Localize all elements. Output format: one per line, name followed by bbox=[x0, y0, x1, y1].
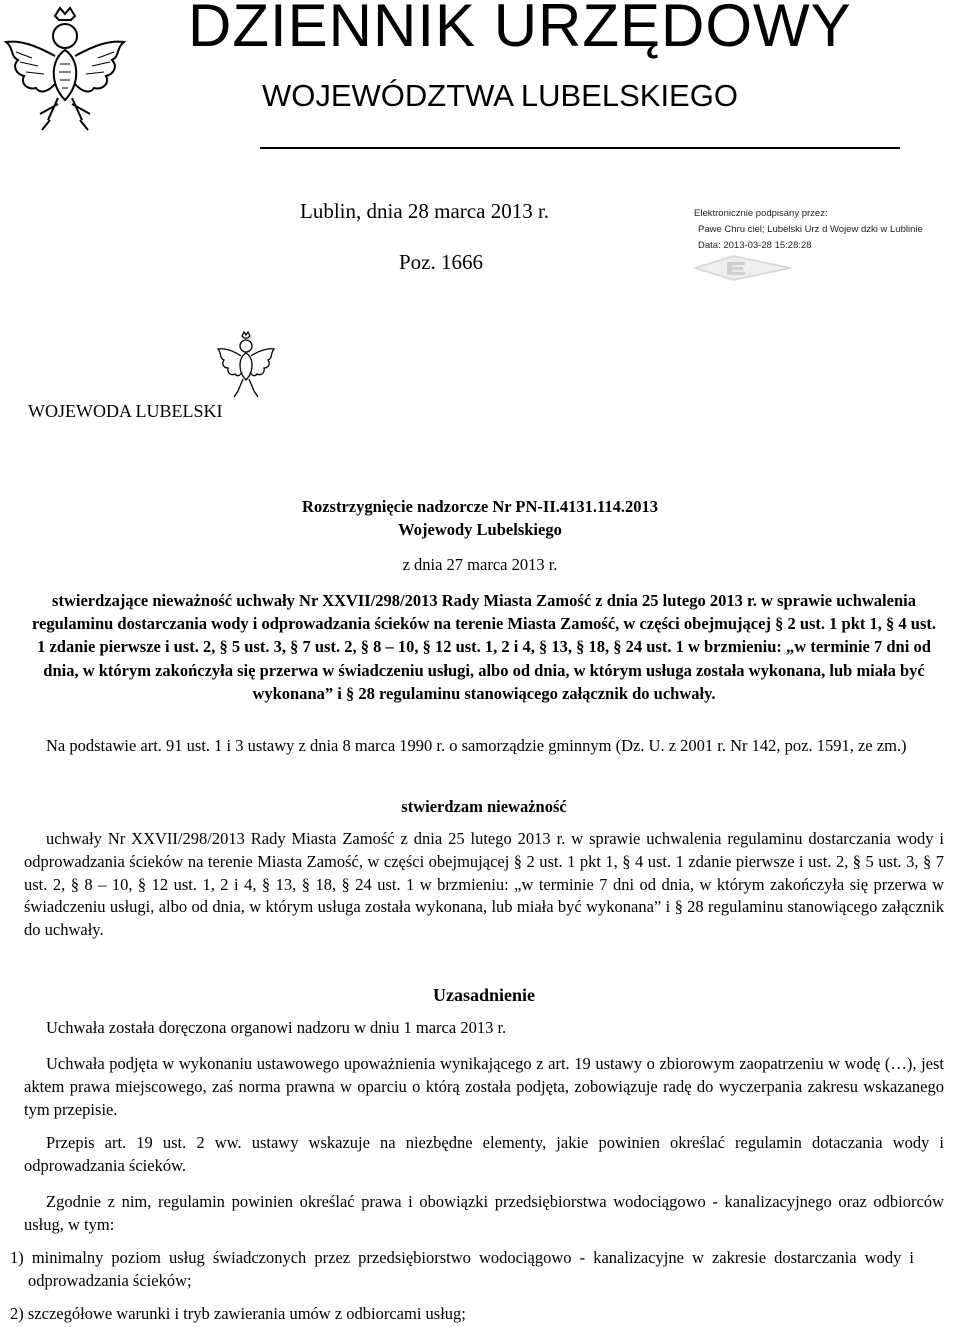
justification-paragraph-3: Przepis art. 19 ust. 2 ww. ustawy wskazuje na niezbędne elementy, jakie powinien określać regulamin dotaczania wody i odprowadzania ścieków. bbox=[24, 1133, 944, 1175]
electronic-signature bbox=[694, 206, 960, 254]
list-item: 1) minimalny poziom usług świadczonych przez przedsiębiorstwo wodociągowo - kanalizacyjne w zakresie dostarczania wody i odprowadzania ścieków; bbox=[10, 1248, 914, 1290]
list-item: 2) szczegółowe warunki i tryb zawierania umów z odbiorcami usług; bbox=[10, 1304, 466, 1323]
legal-basis: Na podstawie art. 91 ust. 1 i 3 ustawy z dnia 8 marca 1990 r. o samorządzie gminnym (Dz. U. z 2001 r. Nr 142, poz. 1591, ze zm.) bbox=[46, 736, 907, 755]
decision-date: z dnia 27 marca 2013 r. bbox=[402, 555, 558, 574]
decision-title: Rozstrzygnięcie nadzorcze Nr PN-II.4131.114.2013 bbox=[302, 497, 658, 516]
e-signature-logo-icon bbox=[693, 254, 793, 282]
signature-line-1: Elektronicznie podpisany przez: bbox=[694, 208, 828, 219]
journal-title: DZIENNIK URZĘDOWY bbox=[188, 0, 852, 59]
resolution-text: uchwały Nr XXVII/298/2013 Rady Miasta Zamość z dnia 25 lutego 2013 r. w sprawie uchwalenia regulaminu dostarczania wody i odprowadzania ścieków na terenie Miasta Zamość, w części obejmującej § 2 ust. 1 pkt 1, § 4 ust. 1 zdanie pierwsze i ust. 2, § 5 ust. 3, § 7 ust. 2, § 8 – 10, § 12 ust. 1, 2 i 4, § 13, § 18, § 24 ust. 1 w brzmieniu: „w terminie 7 dni od dnia, w którym zakończyła się przerwa w świadczeniu usługi, albo od dnia, w którym usługa została wykonana, lub miała być wykonana” i § 28 regulaminu stanowiącego załącznik do uchwały. bbox=[24, 829, 944, 940]
declaration: stwierdzam nieważność bbox=[401, 797, 567, 816]
journal-subtitle: WOJEWÓDZTWA LUBELSKIEGO bbox=[262, 78, 738, 113]
decision-subject: stwierdzające nieważność uchwały Nr XXVII/298/2013 Rady Miasta Zamość z dnia 25 lutego 2013 r. w sprawie uchwalenia regulaminu dostarczania wody i odprowadzania ścieków na terenie Miasta Zamość, w części obejmującej § 2 ust. 1 pkt 1, § 4 ust. 1 zdanie pierwsze i ust. 2, § 5 ust. 3, § 7 ust. 2, § 8 – 10, § 12 ust. 1, 2 i 4, § 13, § 18, § 24 ust. 1 w brzmieniu: „w terminie 7 dni od dnia, w którym zakończyła się przerwa w świadczeniu usługi, albo od dnia, w którym usługa została wykonana, lub miała być wykonana” i § 28 regulaminu stanowiącego załącznik do uchwały. bbox=[32, 591, 936, 703]
justification-paragraph-2: Uchwała podjęta w wykonaniu ustawowego upoważnienia wynikającego z art. 19 ustawy o zbiorowym zaopatrzeniu w wodę (…), jest aktem prawa miejscowego, zaś norma prawna w oparciu o którą została podjęta, zobowiązuje radę do wyczerpania zakresu wskazanego tym przepisie. bbox=[24, 1054, 944, 1119]
voivode-heading: WOJEWODA LUBELSKI bbox=[28, 401, 223, 421]
decision-issuer: Wojewody Lubelskiego bbox=[398, 520, 562, 539]
publication-date: Lublin, dnia 28 marca 2013 r. bbox=[300, 199, 550, 223]
justification-heading: Uzasadnienie bbox=[432, 985, 535, 1005]
justification-paragraph-1: Uchwała została doręczona organowi nadzoru w dniu 1 marca 2013 r. bbox=[46, 1018, 507, 1037]
position-number: Poz. 1666 bbox=[399, 250, 483, 274]
white-eagle-emblem-icon bbox=[216, 330, 276, 402]
header-divider bbox=[260, 147, 900, 149]
white-eagle-emblem-icon bbox=[0, 0, 130, 140]
signature-line-2: Pawe Chru ciel; Lubelski Urz d Wojew dzki w Lublinie bbox=[698, 224, 923, 235]
signature-line-3: Data: 2013-03-28 15:28:28 bbox=[698, 240, 812, 251]
justification-paragraph-4: Zgodnie z nim, regulamin powinien określać prawa i obowiązki przedsiębiorstwa wodociągowo - kanalizacyjnego oraz odbiorców usług, w tym: bbox=[24, 1192, 944, 1234]
